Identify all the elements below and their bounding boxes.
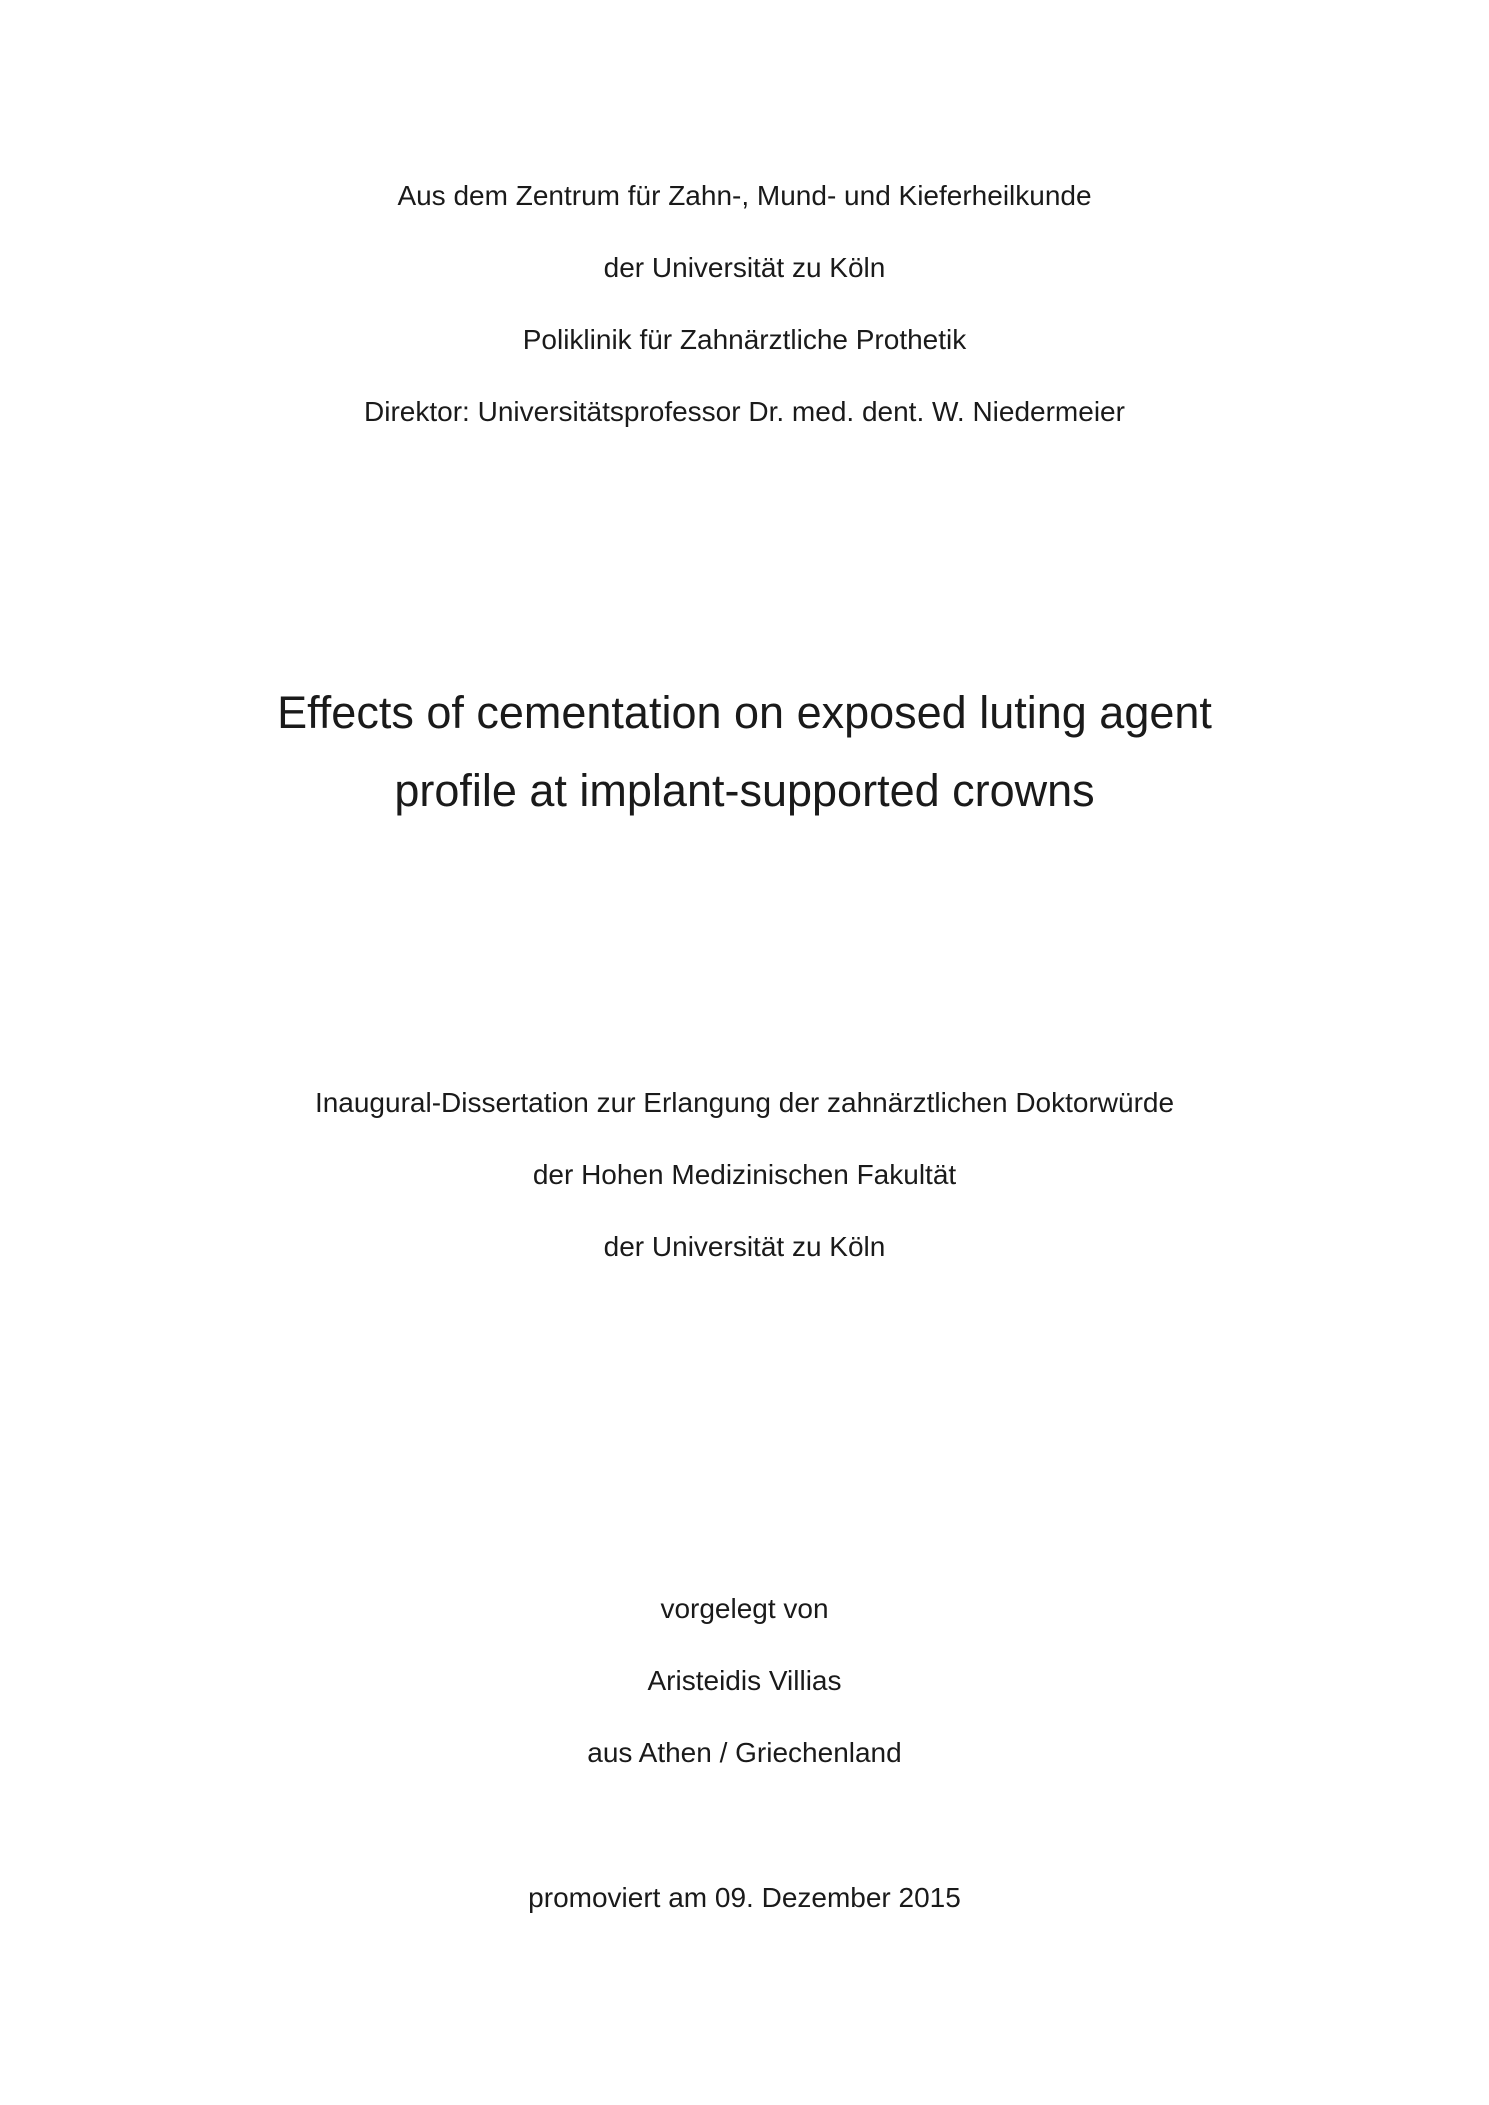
institution-director: Direktor: Universitätsprofessor Dr. med. dent. W. Niedermeier (364, 396, 1125, 427)
author-origin: aus Athen / Griechenland (587, 1737, 902, 1768)
promotion-date: promoviert am 09. Dezember 2015 (528, 1882, 961, 1913)
thesis-title-line-1: Effects of cementation on exposed luting agent (277, 687, 1212, 738)
author-presented-by: vorgelegt von (660, 1593, 829, 1624)
institution-university: der Universität zu Köln (603, 252, 886, 283)
institution-center: Aus dem Zentrum für Zahn-, Mund- und Kieferheilkunde (397, 180, 1092, 211)
dissertation-faculty: der Hohen Medizinischen Fakultät (532, 1159, 957, 1190)
institution-clinic: Poliklinik für Zahnärztliche Prothetik (522, 324, 967, 355)
dissertation-purpose: Inaugural-Dissertation zur Erlangung der zahnärztlichen Doktorwürde (314, 1087, 1175, 1118)
dissertation-university: der Universität zu Köln (603, 1231, 886, 1262)
thesis-title-line-2: profile at implant-supported crowns (394, 765, 1095, 816)
author-name: Aristeidis Villias (647, 1665, 842, 1696)
